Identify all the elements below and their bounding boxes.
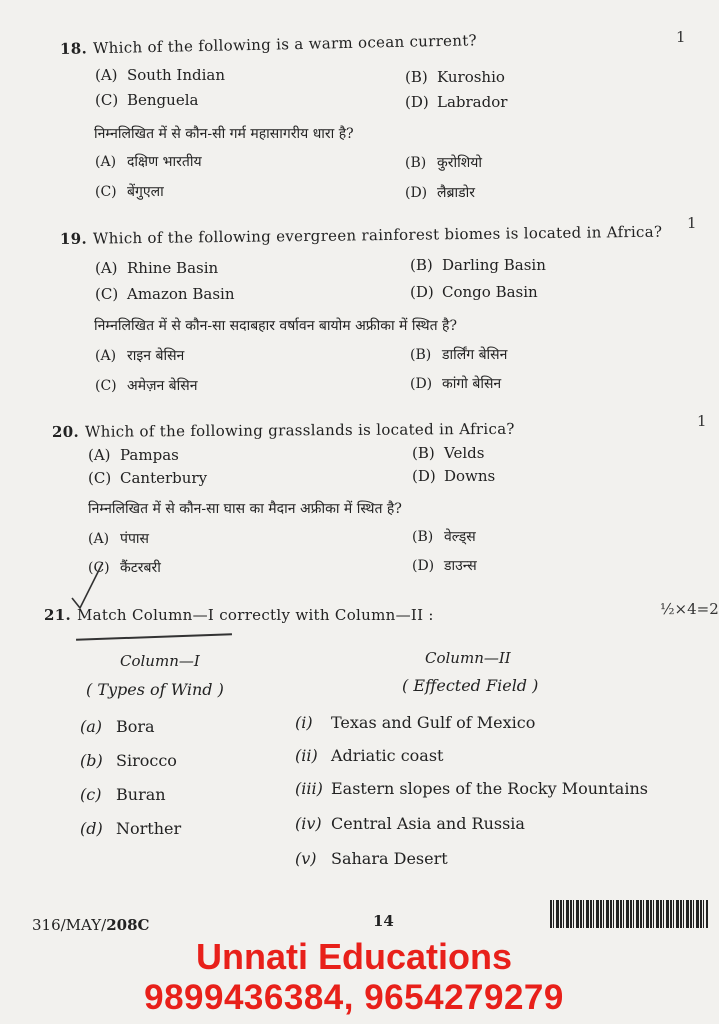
q18-marks: 1 — [676, 28, 686, 46]
column-2-item-iii: (iii) Eastern slopes of the Rocky Mountains — [295, 779, 648, 798]
q19-hindi-option-c: (C) अमेज़न बेसिन — [95, 378, 198, 394]
column-2-title: Column—II — [425, 649, 511, 667]
q19-question — [60, 223, 663, 248]
barcode-icon — [550, 900, 708, 928]
q20-hindi-option-d: (D) डाउन्स — [412, 558, 477, 574]
q19-option-c: (C) Amazon Basin — [95, 285, 235, 303]
column-1-item-b: (b) Sirocco — [80, 751, 177, 770]
pen-underline — [76, 633, 232, 640]
q20-number: 20. — [51, 422, 80, 441]
q19-option-a: (A) Rhine Basin — [95, 259, 219, 277]
page-number: 14 — [373, 912, 394, 930]
column-1-item-d: (d) Norther — [80, 819, 182, 838]
column-2-item-v: (v) Sahara Desert — [295, 849, 448, 868]
column-2-subtitle: ( Effected Field ) — [402, 676, 539, 695]
q18-hindi-question: निम्नलिखित में से कौन-सी गर्म महासागरीय धारा है? — [94, 126, 354, 142]
q18-text: Which of the following is a warm ocean current? — [92, 31, 478, 58]
column-1-item-c: (c) Buran — [80, 785, 166, 804]
q18-option-c: (C) Benguela — [95, 91, 199, 109]
brand-phone-numbers: 9899436384, 9654279279 — [144, 978, 564, 1017]
q19-hindi-option-d: (D) कांगो बेसिन — [410, 376, 502, 392]
q18-number: 18. — [59, 39, 88, 58]
q20-hindi-question: निम्नलिखित में से कौन-सा घास का मैदान अफ्रीका में स्थित है? — [88, 501, 402, 517]
q20-question — [52, 420, 515, 441]
q19-number: 19. — [59, 229, 88, 248]
q20-hindi-option-a: (A) पंपास — [88, 531, 149, 547]
column-1-title: Column—I — [120, 652, 200, 670]
column-1-subtitle: ( Types of Wind ) — [86, 680, 224, 699]
brand-name: Unnati Educations — [195, 936, 513, 977]
q18-option-b: (B) Kuroshio — [405, 68, 505, 86]
q18-hindi-option-d: (D) लैब्राडोर — [405, 185, 475, 201]
q19-option-d: (D) Congo Basin — [410, 283, 538, 301]
column-2-item-i: (i) Texas and Gulf of Mexico — [295, 713, 536, 732]
q21-marks: ½×4=2 — [660, 600, 719, 618]
paper-code: 316/MAY/208C — [32, 916, 150, 934]
q21-question — [44, 606, 434, 624]
q20-marks: 1 — [697, 412, 707, 430]
q18-option-a: (A) South Indian — [95, 66, 226, 84]
column-2-item-ii: (ii) Adriatic coast — [295, 746, 444, 765]
q20-option-c: (C) Canterbury — [88, 469, 208, 487]
q21-number: 21. — [44, 606, 71, 624]
q19-text: Which of the following evergreen rainforest biomes is located in Africa? — [92, 222, 663, 248]
q20-text: Which of the following grasslands is located in Africa? — [84, 419, 515, 441]
q18-hindi-option-c: (C) बेंगुएला — [95, 184, 164, 200]
q20-option-b: (B) Velds — [412, 444, 485, 462]
column-2-item-iv: (iv) Central Asia and Russia — [295, 814, 525, 833]
column-1-item-a: (a) Bora — [80, 717, 155, 736]
q20-hindi-option-b: (B) वेल्ड्स — [412, 529, 476, 545]
pen-tick-mark-icon — [70, 560, 110, 610]
q19-hindi-option-a: (A) राइन बेसिन — [95, 348, 185, 364]
q20-option-a: (A) Pampas — [88, 446, 179, 464]
q19-marks: 1 — [687, 214, 697, 232]
q19-option-b: (B) Darling Basin — [410, 256, 546, 274]
q19-hindi-question: निम्नलिखित में से कौन-सा सदाबहार वर्षावन बायोम अफ्रीका में स्थित है? — [94, 318, 457, 334]
q18-hindi-option-a: (A) दक्षिण भारतीय — [95, 154, 202, 170]
q18-option-d: (D) Labrador — [405, 93, 508, 111]
q18-hindi-option-b: (B) कुरोशियो — [405, 155, 482, 171]
q21-text: Match Column—I correctly with Column—II : — [77, 606, 434, 624]
q18-question — [60, 31, 477, 58]
q20-option-d: (D) Downs — [412, 467, 496, 485]
q20-hindi-option-c: (C) कैंटरबरी — [88, 560, 161, 576]
q19-hindi-option-b: (B) डार्लिंग बेसिन — [410, 347, 508, 363]
